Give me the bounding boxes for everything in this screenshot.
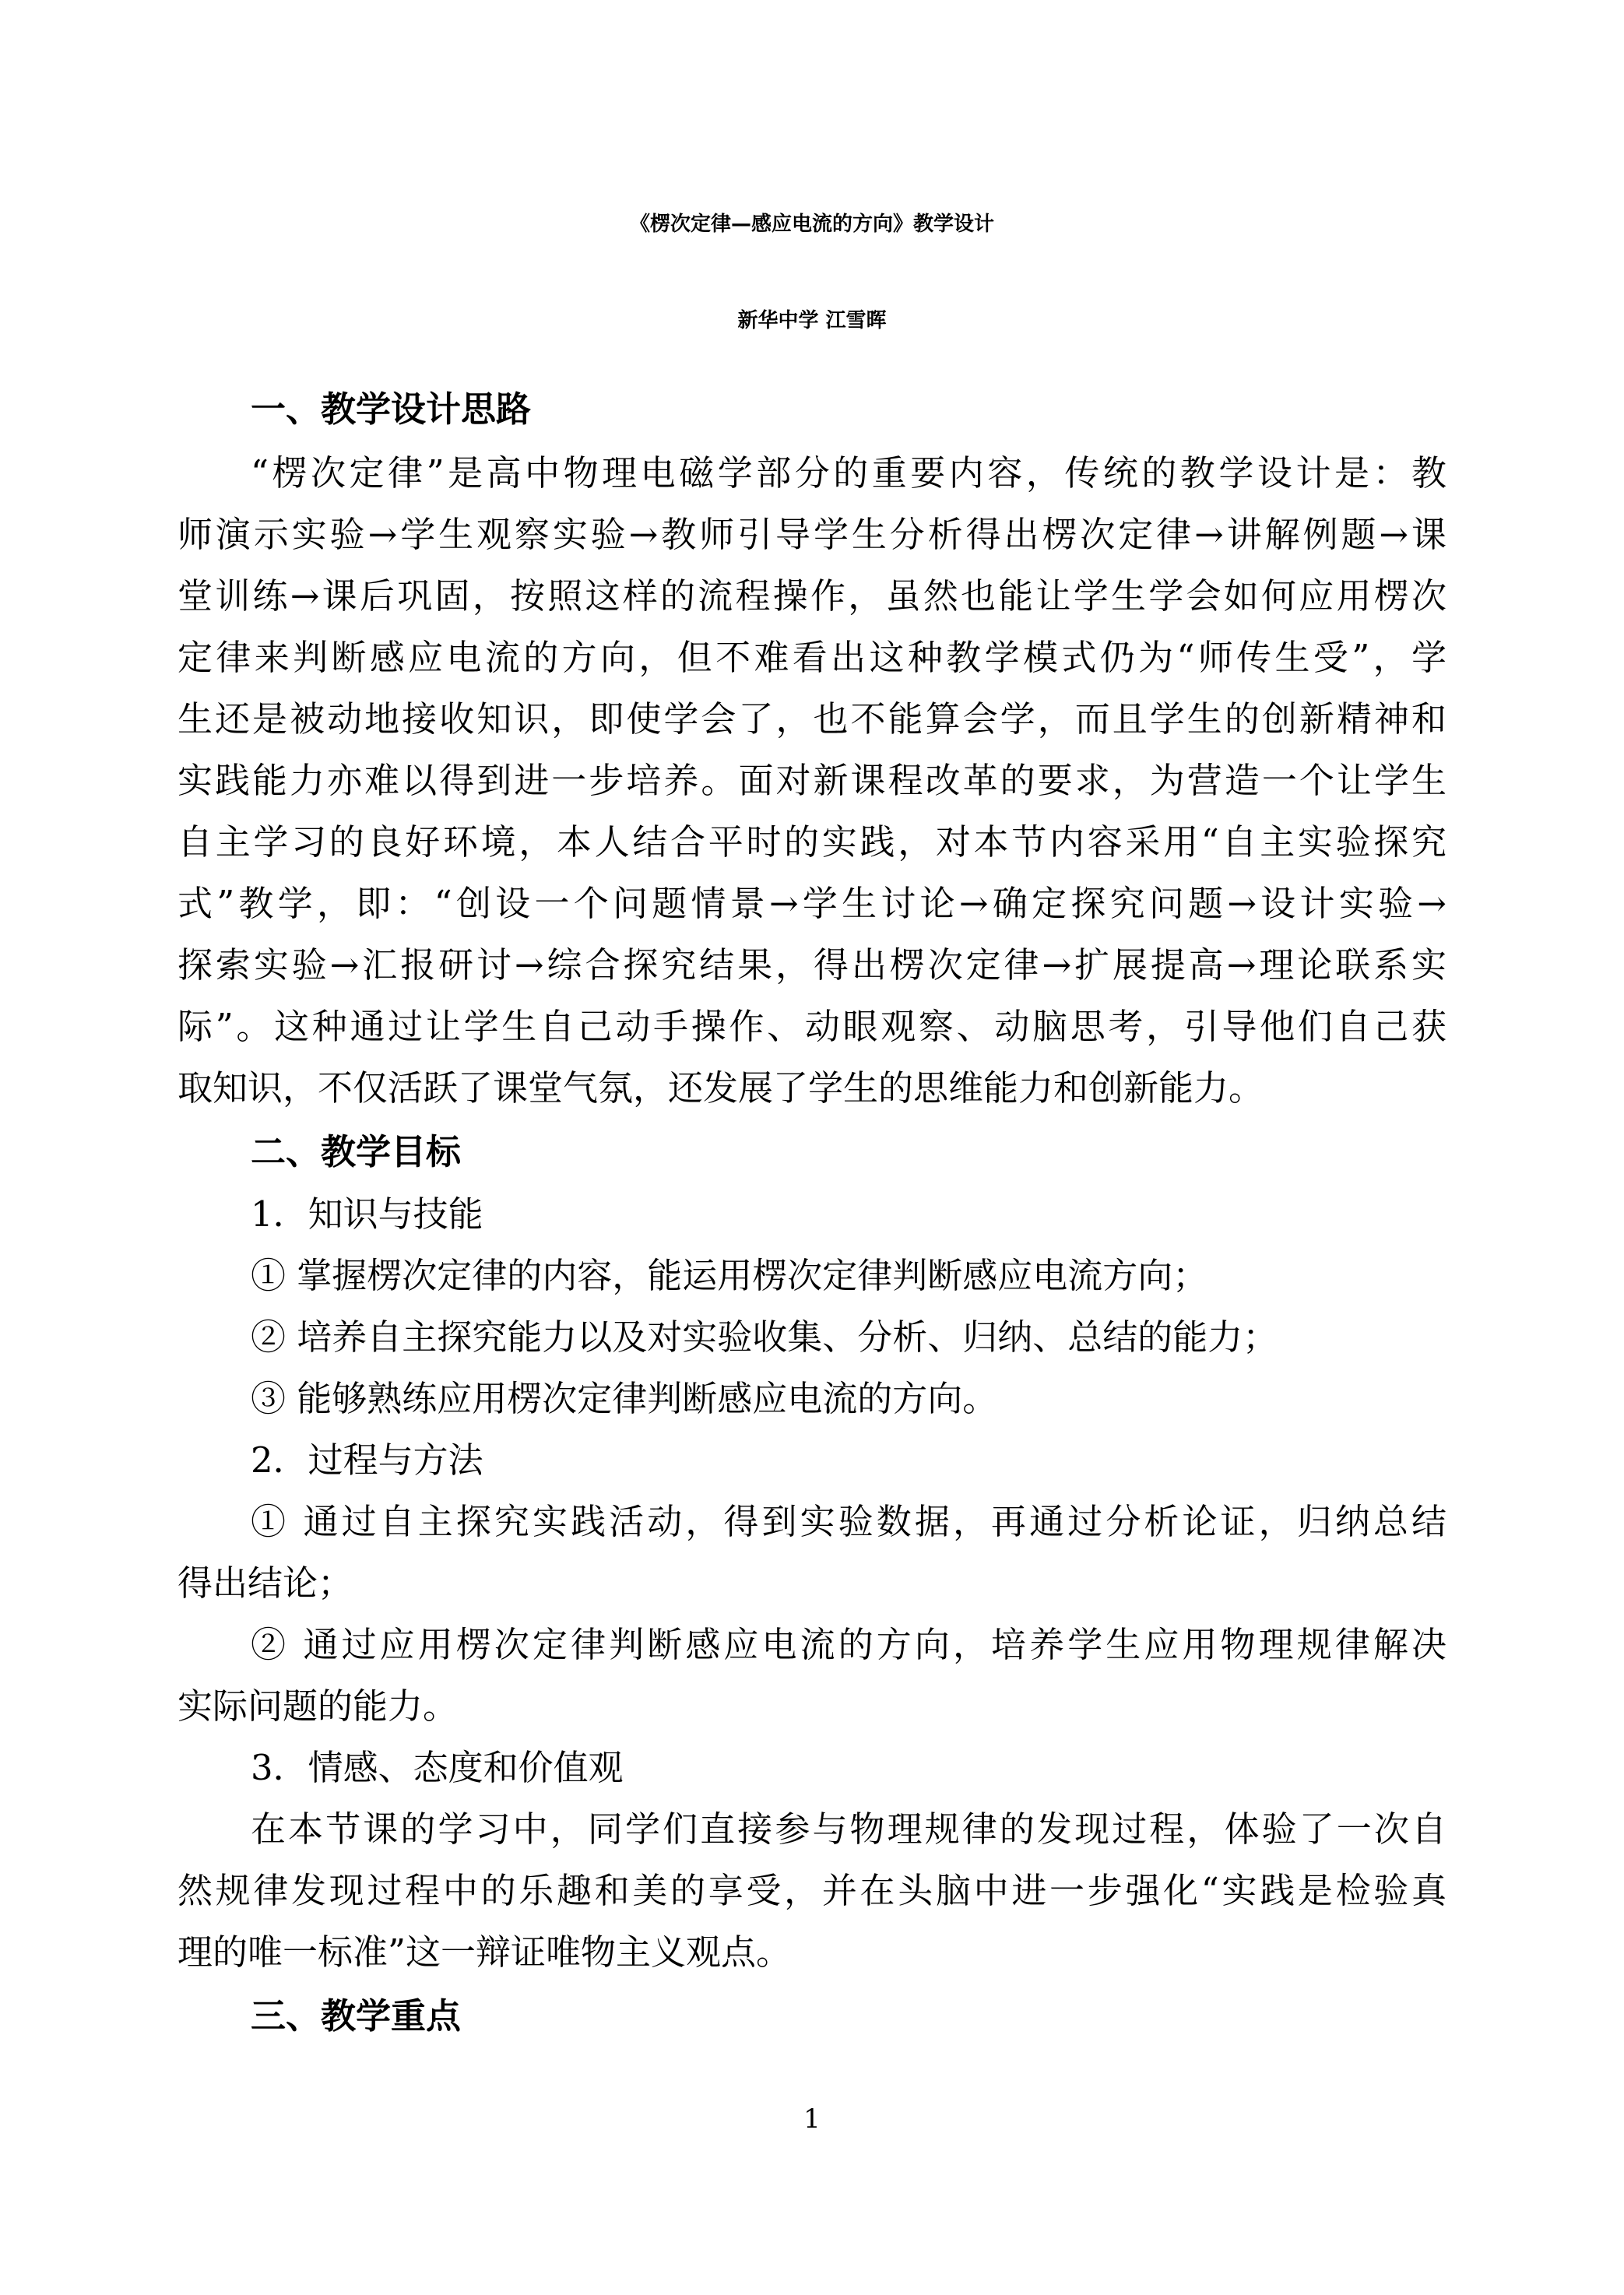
paragraph-line: “楞次定律”是高中物理电磁学部分的重要内容，传统的教学设计是：教 [251,452,1446,494]
page-number: 1 [803,2103,821,2135]
paragraph-line: 理的唯一标准”这一辩证唯物主义观点。 [178,1931,792,1973]
paragraph-line: 自主学习的良好环境，本人结合平时的实践，对本节内容采用“自主实验探究 [178,821,1446,863]
paragraph-line: 定律来判断感应电流的方向，但不难看出这种教学模式仍为“师传生受”，学 [178,637,1446,678]
paragraph-line: 探索实验→汇报研讨→综合探究结果，得出楞次定律→扩展提高→理论联系实 [178,944,1446,986]
list-item: ③ 能够熟练应用楞次定律判断感应电流的方向。 [251,1378,998,1419]
paragraph-line: 堂训练→课后巩固，按照这样的流程操作，虽然也能让学生学会如何应用楞次 [178,575,1446,617]
document-title: 《楞次定律—感应电流的方向》教学设计 [629,213,994,236]
paragraph-line: 式”教学，即：“创设一个问题情景→学生讨论→确定探究问题→设计实验→ [178,883,1446,924]
list-item: ① 通过自主探究实践活动，得到实验数据，再通过分析论证，归纳总结 [251,1501,1446,1542]
paragraph-line: 师演示实验→学生观察实验→教师引导学生分析得出楞次定律→讲解例题→课 [178,514,1446,555]
subsection-heading: 2．过程与方法 [251,1439,483,1481]
list-item-continuation: 实际问题的能力。 [178,1685,459,1727]
list-item: ① 掌握楞次定律的内容，能运用楞次定律判断感应电流方向； [251,1255,1208,1296]
section-2-heading: 二、教学目标 [251,1131,462,1172]
list-item: ② 通过应用楞次定律判断感应电流的方向，培养学生应用物理规律解决 [251,1624,1446,1665]
subsection-heading: 1．知识与技能 [251,1193,483,1235]
paragraph-line: 实践能力亦难以得到进一步培养。面对新课程改革的要求，为营造一个让学生 [178,760,1446,801]
section-3-heading: 三、教学重点 [251,1995,462,2037]
author-line: 新华中学 江雪晖 [737,309,887,332]
paragraph-line: 生还是被动地接收知识，即使学会了，也不能算会学，而且学生的创新精神和 [178,698,1446,740]
paragraph-line: 在本节课的学习中，同学们直接参与物理规律的发现过程，体验了一次自 [251,1808,1446,1850]
section-1-heading: 一、教学设计思路 [251,388,532,430]
paragraph-line: 际”。这种通过让学生自己动手操作、动眼观察、动脑思考，引导他们自己获 [178,1006,1446,1047]
paragraph-line: 然规律发现过程中的乐趣和美的享受，并在头脑中进一步强化“实践是检验真 [178,1870,1446,1911]
subsection-heading: 3．情感、态度和价值观 [251,1747,624,1788]
list-item: ② 培养自主探究能力以及对实验收集、分析、归纳、总结的能力； [251,1316,1278,1358]
paragraph-line: 取知识，不仅活跃了课堂气氛，还发展了学生的思维能力和创新能力。 [178,1067,1264,1109]
list-item-continuation: 得出结论； [178,1562,353,1604]
